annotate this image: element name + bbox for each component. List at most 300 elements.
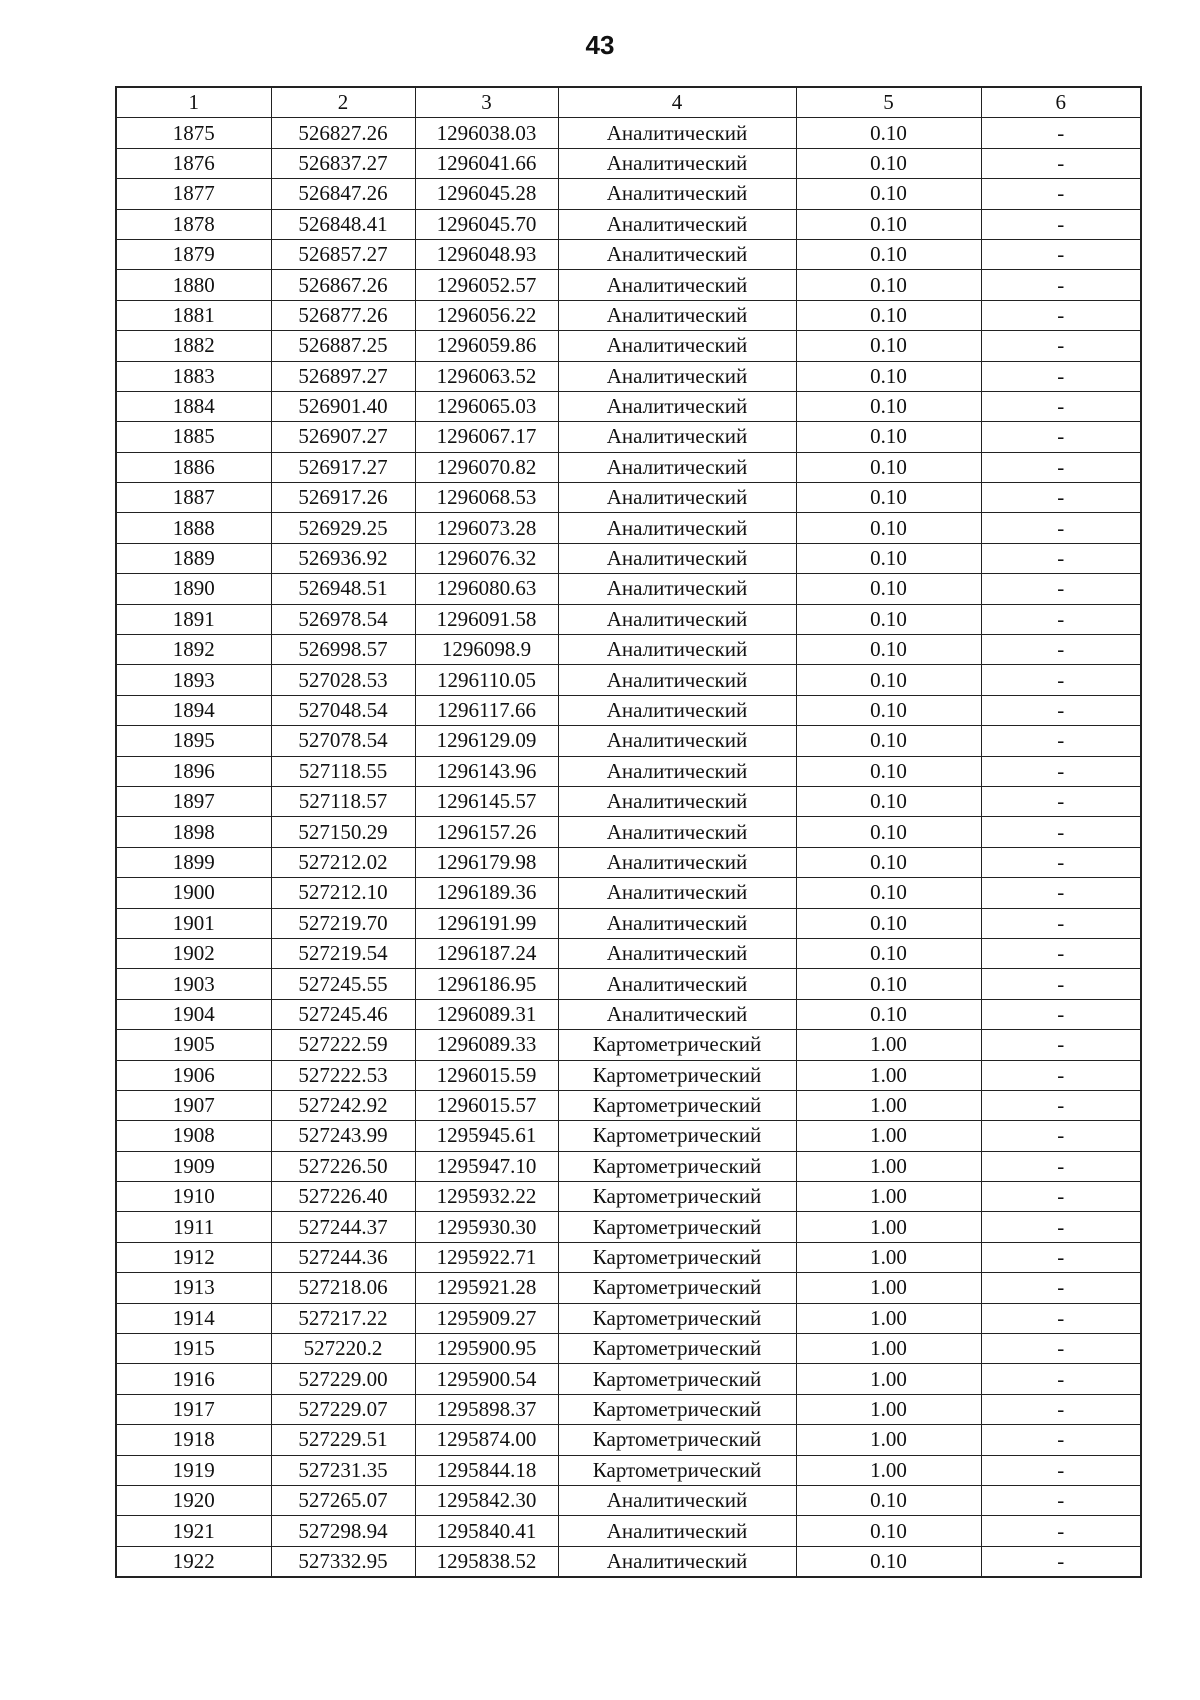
description-cell: -	[981, 999, 1141, 1029]
table-row	[116, 543, 1141, 573]
description-cell: -	[981, 604, 1141, 634]
x-coordinate-cell: 527226.40	[271, 1182, 415, 1212]
accuracy-cell: 0.10	[796, 391, 981, 421]
x-coordinate-cell: 526929.25	[271, 513, 415, 543]
method-cell: Аналитический	[558, 179, 796, 209]
description-cell: -	[981, 1394, 1141, 1424]
y-coordinate-cell: 1296015.57	[415, 1090, 558, 1120]
header-cell-col-1: 1	[116, 87, 271, 118]
description-cell: -	[981, 817, 1141, 847]
method-cell: Аналитический	[558, 270, 796, 300]
y-coordinate-cell: 1296143.96	[415, 756, 558, 786]
method-cell: Аналитический	[558, 847, 796, 877]
accuracy-cell: 1.00	[796, 1394, 981, 1424]
point-number-cell: 1913	[116, 1273, 271, 1303]
table-row	[116, 270, 1141, 300]
point-number-cell: 1877	[116, 179, 271, 209]
y-coordinate-cell: 1296070.82	[415, 452, 558, 482]
method-cell: Аналитический	[558, 604, 796, 634]
method-cell: Аналитический	[558, 118, 796, 148]
x-coordinate-cell: 526847.26	[271, 179, 415, 209]
table-header	[116, 87, 1141, 118]
table-row	[116, 1334, 1141, 1364]
description-cell: -	[981, 1455, 1141, 1485]
method-cell: Картометрический	[558, 1212, 796, 1242]
description-cell: -	[981, 483, 1141, 513]
x-coordinate-cell: 527231.35	[271, 1455, 415, 1485]
method-cell: Картометрический	[558, 1090, 796, 1120]
description-cell: -	[981, 118, 1141, 148]
method-cell: Картометрический	[558, 1303, 796, 1333]
description-cell: -	[981, 391, 1141, 421]
x-coordinate-cell: 527222.59	[271, 1030, 415, 1060]
y-coordinate-cell: 1295930.30	[415, 1212, 558, 1242]
y-coordinate-cell: 1296187.24	[415, 938, 558, 968]
x-coordinate-cell: 527212.10	[271, 878, 415, 908]
point-number-cell: 1886	[116, 452, 271, 482]
point-number-cell: 1895	[116, 726, 271, 756]
accuracy-cell: 0.10	[796, 422, 981, 452]
point-number-cell: 1880	[116, 270, 271, 300]
accuracy-cell: 0.10	[796, 1485, 981, 1515]
y-coordinate-cell: 1296068.53	[415, 483, 558, 513]
y-coordinate-cell: 1295947.10	[415, 1151, 558, 1181]
y-coordinate-cell: 1295838.52	[415, 1546, 558, 1577]
table-row	[116, 665, 1141, 695]
accuracy-cell: 0.10	[796, 908, 981, 938]
method-cell: Аналитический	[558, 665, 796, 695]
table-row	[116, 1242, 1141, 1272]
y-coordinate-cell: 1296110.05	[415, 665, 558, 695]
table-row	[116, 361, 1141, 391]
description-cell: -	[981, 878, 1141, 908]
method-cell: Аналитический	[558, 148, 796, 178]
y-coordinate-cell: 1296117.66	[415, 695, 558, 725]
method-cell: Картометрический	[558, 1242, 796, 1272]
method-cell: Аналитический	[558, 300, 796, 330]
description-cell: -	[981, 1425, 1141, 1455]
x-coordinate-cell: 527222.53	[271, 1060, 415, 1090]
point-number-cell: 1914	[116, 1303, 271, 1333]
method-cell: Аналитический	[558, 543, 796, 573]
point-number-cell: 1903	[116, 969, 271, 999]
accuracy-cell: 0.10	[796, 847, 981, 877]
accuracy-cell: 0.10	[796, 665, 981, 695]
description-cell: -	[981, 574, 1141, 604]
x-coordinate-cell: 527217.22	[271, 1303, 415, 1333]
x-coordinate-cell: 526857.27	[271, 239, 415, 269]
description-cell: -	[981, 1516, 1141, 1546]
accuracy-cell: 0.10	[796, 1516, 981, 1546]
table-row	[116, 422, 1141, 452]
table-row	[116, 1516, 1141, 1546]
description-cell: -	[981, 1151, 1141, 1181]
table-row	[116, 938, 1141, 968]
point-number-cell: 1897	[116, 786, 271, 816]
method-cell: Картометрический	[558, 1151, 796, 1181]
y-coordinate-cell: 1296189.36	[415, 878, 558, 908]
point-number-cell: 1894	[116, 695, 271, 725]
accuracy-cell: 0.10	[796, 878, 981, 908]
accuracy-cell: 0.10	[796, 361, 981, 391]
table-body	[116, 118, 1141, 1577]
table-row	[116, 331, 1141, 361]
table-row	[116, 1394, 1141, 1424]
accuracy-cell: 0.10	[796, 483, 981, 513]
accuracy-cell: 0.10	[796, 635, 981, 665]
point-number-cell: 1908	[116, 1121, 271, 1151]
accuracy-cell: 0.10	[796, 695, 981, 725]
description-cell: -	[981, 908, 1141, 938]
y-coordinate-cell: 1296089.31	[415, 999, 558, 1029]
method-cell: Аналитический	[558, 969, 796, 999]
x-coordinate-cell: 527150.29	[271, 817, 415, 847]
header-cell-col-2: 2	[271, 87, 415, 118]
accuracy-cell: 0.10	[796, 270, 981, 300]
table-row	[116, 1030, 1141, 1060]
x-coordinate-cell: 527244.36	[271, 1242, 415, 1272]
y-coordinate-cell: 1296048.93	[415, 239, 558, 269]
description-cell: -	[981, 361, 1141, 391]
description-cell: -	[981, 938, 1141, 968]
accuracy-cell: 1.00	[796, 1060, 981, 1090]
point-number-cell: 1901	[116, 908, 271, 938]
y-coordinate-cell: 1295921.28	[415, 1273, 558, 1303]
method-cell: Картометрический	[558, 1060, 796, 1090]
description-cell: -	[981, 847, 1141, 877]
accuracy-cell: 0.10	[796, 148, 981, 178]
x-coordinate-cell: 526917.27	[271, 452, 415, 482]
method-cell: Аналитический	[558, 483, 796, 513]
accuracy-cell: 0.10	[796, 574, 981, 604]
point-number-cell: 1905	[116, 1030, 271, 1060]
y-coordinate-cell: 1296191.99	[415, 908, 558, 938]
x-coordinate-cell: 527245.46	[271, 999, 415, 1029]
method-cell: Аналитический	[558, 726, 796, 756]
x-coordinate-cell: 527245.55	[271, 969, 415, 999]
table-row	[116, 1485, 1141, 1515]
table-row	[116, 635, 1141, 665]
method-cell: Аналитический	[558, 574, 796, 604]
point-number-cell: 1882	[116, 331, 271, 361]
accuracy-cell: 0.10	[796, 239, 981, 269]
y-coordinate-cell: 1295932.22	[415, 1182, 558, 1212]
method-cell: Аналитический	[558, 209, 796, 239]
table-row	[116, 604, 1141, 634]
point-number-cell: 1918	[116, 1425, 271, 1455]
table-row	[116, 148, 1141, 178]
header-cell-col-3: 3	[415, 87, 558, 118]
table-row	[116, 969, 1141, 999]
table-row	[116, 1090, 1141, 1120]
x-coordinate-cell: 526978.54	[271, 604, 415, 634]
table-row	[116, 1182, 1141, 1212]
table-row	[116, 1455, 1141, 1485]
method-cell: Картометрический	[558, 1334, 796, 1364]
point-number-cell: 1921	[116, 1516, 271, 1546]
x-coordinate-cell: 526867.26	[271, 270, 415, 300]
x-coordinate-cell: 527118.57	[271, 786, 415, 816]
x-coordinate-cell: 526848.41	[271, 209, 415, 239]
accuracy-cell: 1.00	[796, 1455, 981, 1485]
table-row	[116, 1273, 1141, 1303]
x-coordinate-cell: 526887.25	[271, 331, 415, 361]
method-cell: Аналитический	[558, 239, 796, 269]
x-coordinate-cell: 527028.53	[271, 665, 415, 695]
point-number-cell: 1892	[116, 635, 271, 665]
description-cell: -	[981, 1242, 1141, 1272]
point-number-cell: 1891	[116, 604, 271, 634]
method-cell: Картометрический	[558, 1121, 796, 1151]
y-coordinate-cell: 1296015.59	[415, 1060, 558, 1090]
y-coordinate-cell: 1296129.09	[415, 726, 558, 756]
accuracy-cell: 1.00	[796, 1151, 981, 1181]
method-cell: Аналитический	[558, 361, 796, 391]
method-cell: Аналитический	[558, 908, 796, 938]
point-number-cell: 1884	[116, 391, 271, 421]
method-cell: Картометрический	[558, 1182, 796, 1212]
point-number-cell: 1919	[116, 1455, 271, 1485]
x-coordinate-cell: 527298.94	[271, 1516, 415, 1546]
accuracy-cell: 1.00	[796, 1273, 981, 1303]
y-coordinate-cell: 1296080.63	[415, 574, 558, 604]
point-number-cell: 1896	[116, 756, 271, 786]
point-number-cell: 1906	[116, 1060, 271, 1090]
table-row	[116, 756, 1141, 786]
description-cell: -	[981, 300, 1141, 330]
accuracy-cell: 1.00	[796, 1242, 981, 1272]
y-coordinate-cell: 1296091.58	[415, 604, 558, 634]
point-number-cell: 1879	[116, 239, 271, 269]
description-cell: -	[981, 665, 1141, 695]
accuracy-cell: 0.10	[796, 999, 981, 1029]
y-coordinate-cell: 1296098.9	[415, 635, 558, 665]
point-number-cell: 1917	[116, 1394, 271, 1424]
accuracy-cell: 1.00	[796, 1425, 981, 1455]
y-coordinate-cell: 1296059.86	[415, 331, 558, 361]
header-cell-col-5: 5	[796, 87, 981, 118]
table-row	[116, 1425, 1141, 1455]
table-row	[116, 483, 1141, 513]
y-coordinate-cell: 1295840.41	[415, 1516, 558, 1546]
description-cell: -	[981, 239, 1141, 269]
x-coordinate-cell: 526907.27	[271, 422, 415, 452]
table-row	[116, 1546, 1141, 1577]
point-number-cell: 1893	[116, 665, 271, 695]
table-row	[116, 300, 1141, 330]
description-cell: -	[981, 1121, 1141, 1151]
method-cell: Аналитический	[558, 756, 796, 786]
description-cell: -	[981, 1273, 1141, 1303]
table-row	[116, 118, 1141, 148]
y-coordinate-cell: 1295922.71	[415, 1242, 558, 1272]
accuracy-cell: 0.10	[796, 452, 981, 482]
x-coordinate-cell: 527219.54	[271, 938, 415, 968]
y-coordinate-cell: 1295898.37	[415, 1394, 558, 1424]
x-coordinate-cell: 526917.26	[271, 483, 415, 513]
x-coordinate-cell: 527229.51	[271, 1425, 415, 1455]
accuracy-cell: 1.00	[796, 1364, 981, 1394]
accuracy-cell: 0.10	[796, 543, 981, 573]
description-cell: -	[981, 786, 1141, 816]
method-cell: Картометрический	[558, 1425, 796, 1455]
method-cell: Картометрический	[558, 1364, 796, 1394]
y-coordinate-cell: 1296073.28	[415, 513, 558, 543]
x-coordinate-cell: 527226.50	[271, 1151, 415, 1181]
method-cell: Аналитический	[558, 1485, 796, 1515]
y-coordinate-cell: 1296065.03	[415, 391, 558, 421]
method-cell: Аналитический	[558, 452, 796, 482]
x-coordinate-cell: 527242.92	[271, 1090, 415, 1120]
description-cell: -	[981, 1334, 1141, 1364]
header-cell-col-4: 4	[558, 87, 796, 118]
table-row	[116, 452, 1141, 482]
accuracy-cell: 0.10	[796, 969, 981, 999]
accuracy-cell: 0.10	[796, 513, 981, 543]
x-coordinate-cell: 527048.54	[271, 695, 415, 725]
x-coordinate-cell: 526901.40	[271, 391, 415, 421]
y-coordinate-cell: 1296041.66	[415, 148, 558, 178]
method-cell: Аналитический	[558, 878, 796, 908]
method-cell: Аналитический	[558, 786, 796, 816]
accuracy-cell: 0.10	[796, 209, 981, 239]
y-coordinate-cell: 1296052.57	[415, 270, 558, 300]
x-coordinate-cell: 527265.07	[271, 1485, 415, 1515]
accuracy-cell: 0.10	[796, 118, 981, 148]
x-coordinate-cell: 526837.27	[271, 148, 415, 178]
accuracy-cell: 0.10	[796, 786, 981, 816]
description-cell: -	[981, 148, 1141, 178]
description-cell: -	[981, 513, 1141, 543]
point-number-cell: 1888	[116, 513, 271, 543]
description-cell: -	[981, 422, 1141, 452]
y-coordinate-cell: 1296179.98	[415, 847, 558, 877]
x-coordinate-cell: 527229.07	[271, 1394, 415, 1424]
accuracy-cell: 1.00	[796, 1334, 981, 1364]
accuracy-cell: 0.10	[796, 331, 981, 361]
y-coordinate-cell: 1295945.61	[415, 1121, 558, 1151]
x-coordinate-cell: 526998.57	[271, 635, 415, 665]
description-cell: -	[981, 635, 1141, 665]
accuracy-cell: 0.10	[796, 1546, 981, 1577]
header-cell-col-6: 6	[981, 87, 1141, 118]
description-cell: -	[981, 1030, 1141, 1060]
accuracy-cell: 0.10	[796, 756, 981, 786]
point-number-cell: 1875	[116, 118, 271, 148]
method-cell: Аналитический	[558, 391, 796, 421]
y-coordinate-cell: 1296038.03	[415, 118, 558, 148]
x-coordinate-cell: 527243.99	[271, 1121, 415, 1151]
accuracy-cell: 1.00	[796, 1212, 981, 1242]
table-row	[116, 695, 1141, 725]
x-coordinate-cell: 527244.37	[271, 1212, 415, 1242]
method-cell: Картометрический	[558, 1273, 796, 1303]
x-coordinate-cell: 527118.55	[271, 756, 415, 786]
method-cell: Аналитический	[558, 938, 796, 968]
table-row	[116, 847, 1141, 877]
description-cell: -	[981, 1303, 1141, 1333]
y-coordinate-cell: 1296145.57	[415, 786, 558, 816]
description-cell: -	[981, 756, 1141, 786]
accuracy-cell: 1.00	[796, 1182, 981, 1212]
y-coordinate-cell: 1296157.26	[415, 817, 558, 847]
description-cell: -	[981, 1212, 1141, 1242]
table-row	[116, 513, 1141, 543]
method-cell: Аналитический	[558, 1516, 796, 1546]
y-coordinate-cell: 1296067.17	[415, 422, 558, 452]
header-row	[116, 87, 1141, 118]
y-coordinate-cell: 1296056.22	[415, 300, 558, 330]
x-coordinate-cell: 527332.95	[271, 1546, 415, 1577]
accuracy-cell: 0.10	[796, 938, 981, 968]
method-cell: Аналитический	[558, 695, 796, 725]
description-cell: -	[981, 209, 1141, 239]
coordinates-table	[115, 86, 1142, 1578]
table-row	[116, 179, 1141, 209]
description-cell: -	[981, 1364, 1141, 1394]
description-cell: -	[981, 1546, 1141, 1577]
accuracy-cell: 1.00	[796, 1303, 981, 1333]
point-number-cell: 1881	[116, 300, 271, 330]
y-coordinate-cell: 1295909.27	[415, 1303, 558, 1333]
table-row	[116, 1151, 1141, 1181]
accuracy-cell: 0.10	[796, 604, 981, 634]
method-cell: Аналитический	[558, 422, 796, 452]
table-row	[116, 574, 1141, 604]
method-cell: Аналитический	[558, 635, 796, 665]
table-row	[116, 1303, 1141, 1333]
table-row	[116, 1212, 1141, 1242]
y-coordinate-cell: 1296045.28	[415, 179, 558, 209]
table-row	[116, 878, 1141, 908]
table-row	[116, 239, 1141, 269]
description-cell: -	[981, 1060, 1141, 1090]
x-coordinate-cell: 526936.92	[271, 543, 415, 573]
x-coordinate-cell: 526897.27	[271, 361, 415, 391]
point-number-cell: 1904	[116, 999, 271, 1029]
table-row	[116, 391, 1141, 421]
y-coordinate-cell: 1295842.30	[415, 1485, 558, 1515]
table-row	[116, 999, 1141, 1029]
x-coordinate-cell: 527218.06	[271, 1273, 415, 1303]
point-number-cell: 1916	[116, 1364, 271, 1394]
point-number-cell: 1909	[116, 1151, 271, 1181]
description-cell: -	[981, 543, 1141, 573]
accuracy-cell: 0.10	[796, 817, 981, 847]
description-cell: -	[981, 331, 1141, 361]
y-coordinate-cell: 1295900.54	[415, 1364, 558, 1394]
method-cell: Картометрический	[558, 1394, 796, 1424]
description-cell: -	[981, 179, 1141, 209]
description-cell: -	[981, 1182, 1141, 1212]
point-number-cell: 1912	[116, 1242, 271, 1272]
description-cell: -	[981, 726, 1141, 756]
y-coordinate-cell: 1296063.52	[415, 361, 558, 391]
x-coordinate-cell: 527078.54	[271, 726, 415, 756]
point-number-cell: 1883	[116, 361, 271, 391]
point-number-cell: 1876	[116, 148, 271, 178]
table-row	[116, 1364, 1141, 1394]
method-cell: Картометрический	[558, 1030, 796, 1060]
point-number-cell: 1910	[116, 1182, 271, 1212]
accuracy-cell: 1.00	[796, 1121, 981, 1151]
y-coordinate-cell: 1295844.18	[415, 1455, 558, 1485]
point-number-cell: 1890	[116, 574, 271, 604]
description-cell: -	[981, 695, 1141, 725]
description-cell: -	[981, 1485, 1141, 1515]
method-cell: Аналитический	[558, 999, 796, 1029]
description-cell: -	[981, 1090, 1141, 1120]
